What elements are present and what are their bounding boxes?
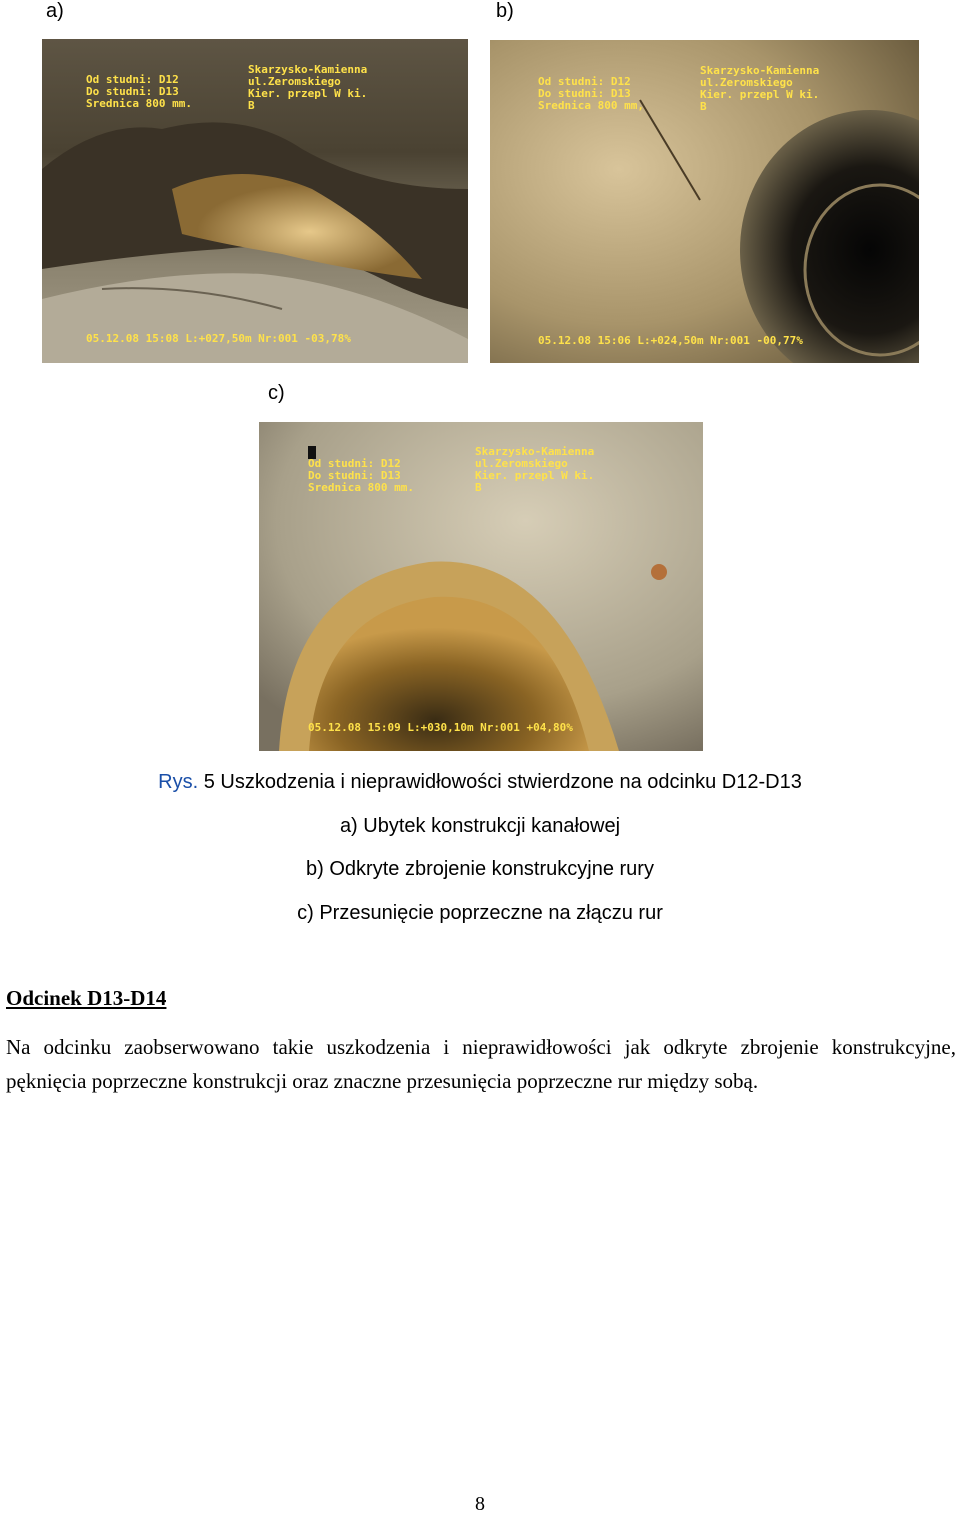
osd-line: ul.Zeromskiego: [248, 75, 341, 88]
figure-label-b: b): [496, 0, 514, 22]
photo-c-joint-displacement: [259, 422, 703, 751]
osd-line: Od studni: D12: [538, 75, 631, 88]
photo-a-pipe-damage: [42, 39, 468, 363]
caption-title-text: 5 Uszkodzenia i nieprawidłowości stwierdzone na odcinku D12-D13: [198, 771, 802, 793]
figure-label-a: a): [46, 0, 64, 22]
osd-line: B: [248, 99, 255, 112]
caption-line-c: c) Przesunięcie poprzeczne na złączu rur: [297, 902, 663, 924]
osd-status-line: 05.12.08 15:06 L:+024,50m Nr:001 -00,77%: [538, 334, 803, 347]
osd-line: ul.Zeromskiego: [475, 457, 568, 470]
osd-line: Od studni: D12: [308, 457, 401, 470]
caption-line-a: a) Ubytek konstrukcji kanałowej: [339, 815, 621, 837]
osd-line: Do studni: D13: [86, 85, 179, 98]
osd-line: B: [475, 481, 482, 494]
photo-a-osd-overlay: [42, 39, 468, 363]
osd-line: Srednica 800 mm.: [308, 481, 414, 494]
osd-line: ul.Zeromskiego: [700, 76, 793, 89]
osd-line: Do studni: D13: [538, 87, 631, 100]
section-paragraph: Na odcinku zaobserwowano takie uszkodzenia i nieprawidłowości jak odkryte zbrojenie konstrukcyjne, pęknięcia poprzeczne konstrukcji oraz znaczne przesunięcia poprzeczne rur między sobą.: [6, 1035, 956, 1093]
figure-caption-title: [0, 771, 960, 793]
page-number: 8: [475, 1493, 485, 1515]
caption-prefix: Rys.: [158, 771, 199, 793]
osd-line: Od studni: D12: [86, 73, 179, 86]
section-heading: Odcinek D13-D14: [6, 986, 167, 1010]
osd-line: Skarzysko-Kamienna: [700, 64, 820, 77]
osd-line: Srednica 800 mm,: [538, 99, 644, 112]
osd-line: B: [700, 100, 707, 113]
figure-label-c: c): [268, 382, 285, 404]
osd-line: Do studni: D13: [308, 469, 401, 482]
osd-line: Srednica 800 mm.: [86, 97, 192, 110]
osd-line: Skarzysko-Kamienna: [248, 63, 368, 76]
osd-line: Kier. przepl W ki.: [475, 469, 595, 482]
osd-line: Skarzysko-Kamienna: [475, 445, 595, 458]
photo-b-osd-overlay: [490, 40, 919, 363]
photo-b-exposed-reinforcement: [490, 40, 919, 363]
photo-c-osd-overlay: [259, 422, 703, 751]
caption-line-b: b) Odkryte zbrojenie konstrukcyjne rury: [306, 858, 654, 880]
osd-line: Kier. przepl W ki.: [248, 87, 368, 100]
osd-line: Kier. przepl W ki.: [700, 88, 820, 101]
osd-status-line: 05.12.08 15:08 L:+027,50m Nr:001 -03,78%: [86, 332, 351, 345]
osd-status-line: 05.12.08 15:09 L:+030,10m Nr:001 +04,80%: [308, 721, 573, 734]
